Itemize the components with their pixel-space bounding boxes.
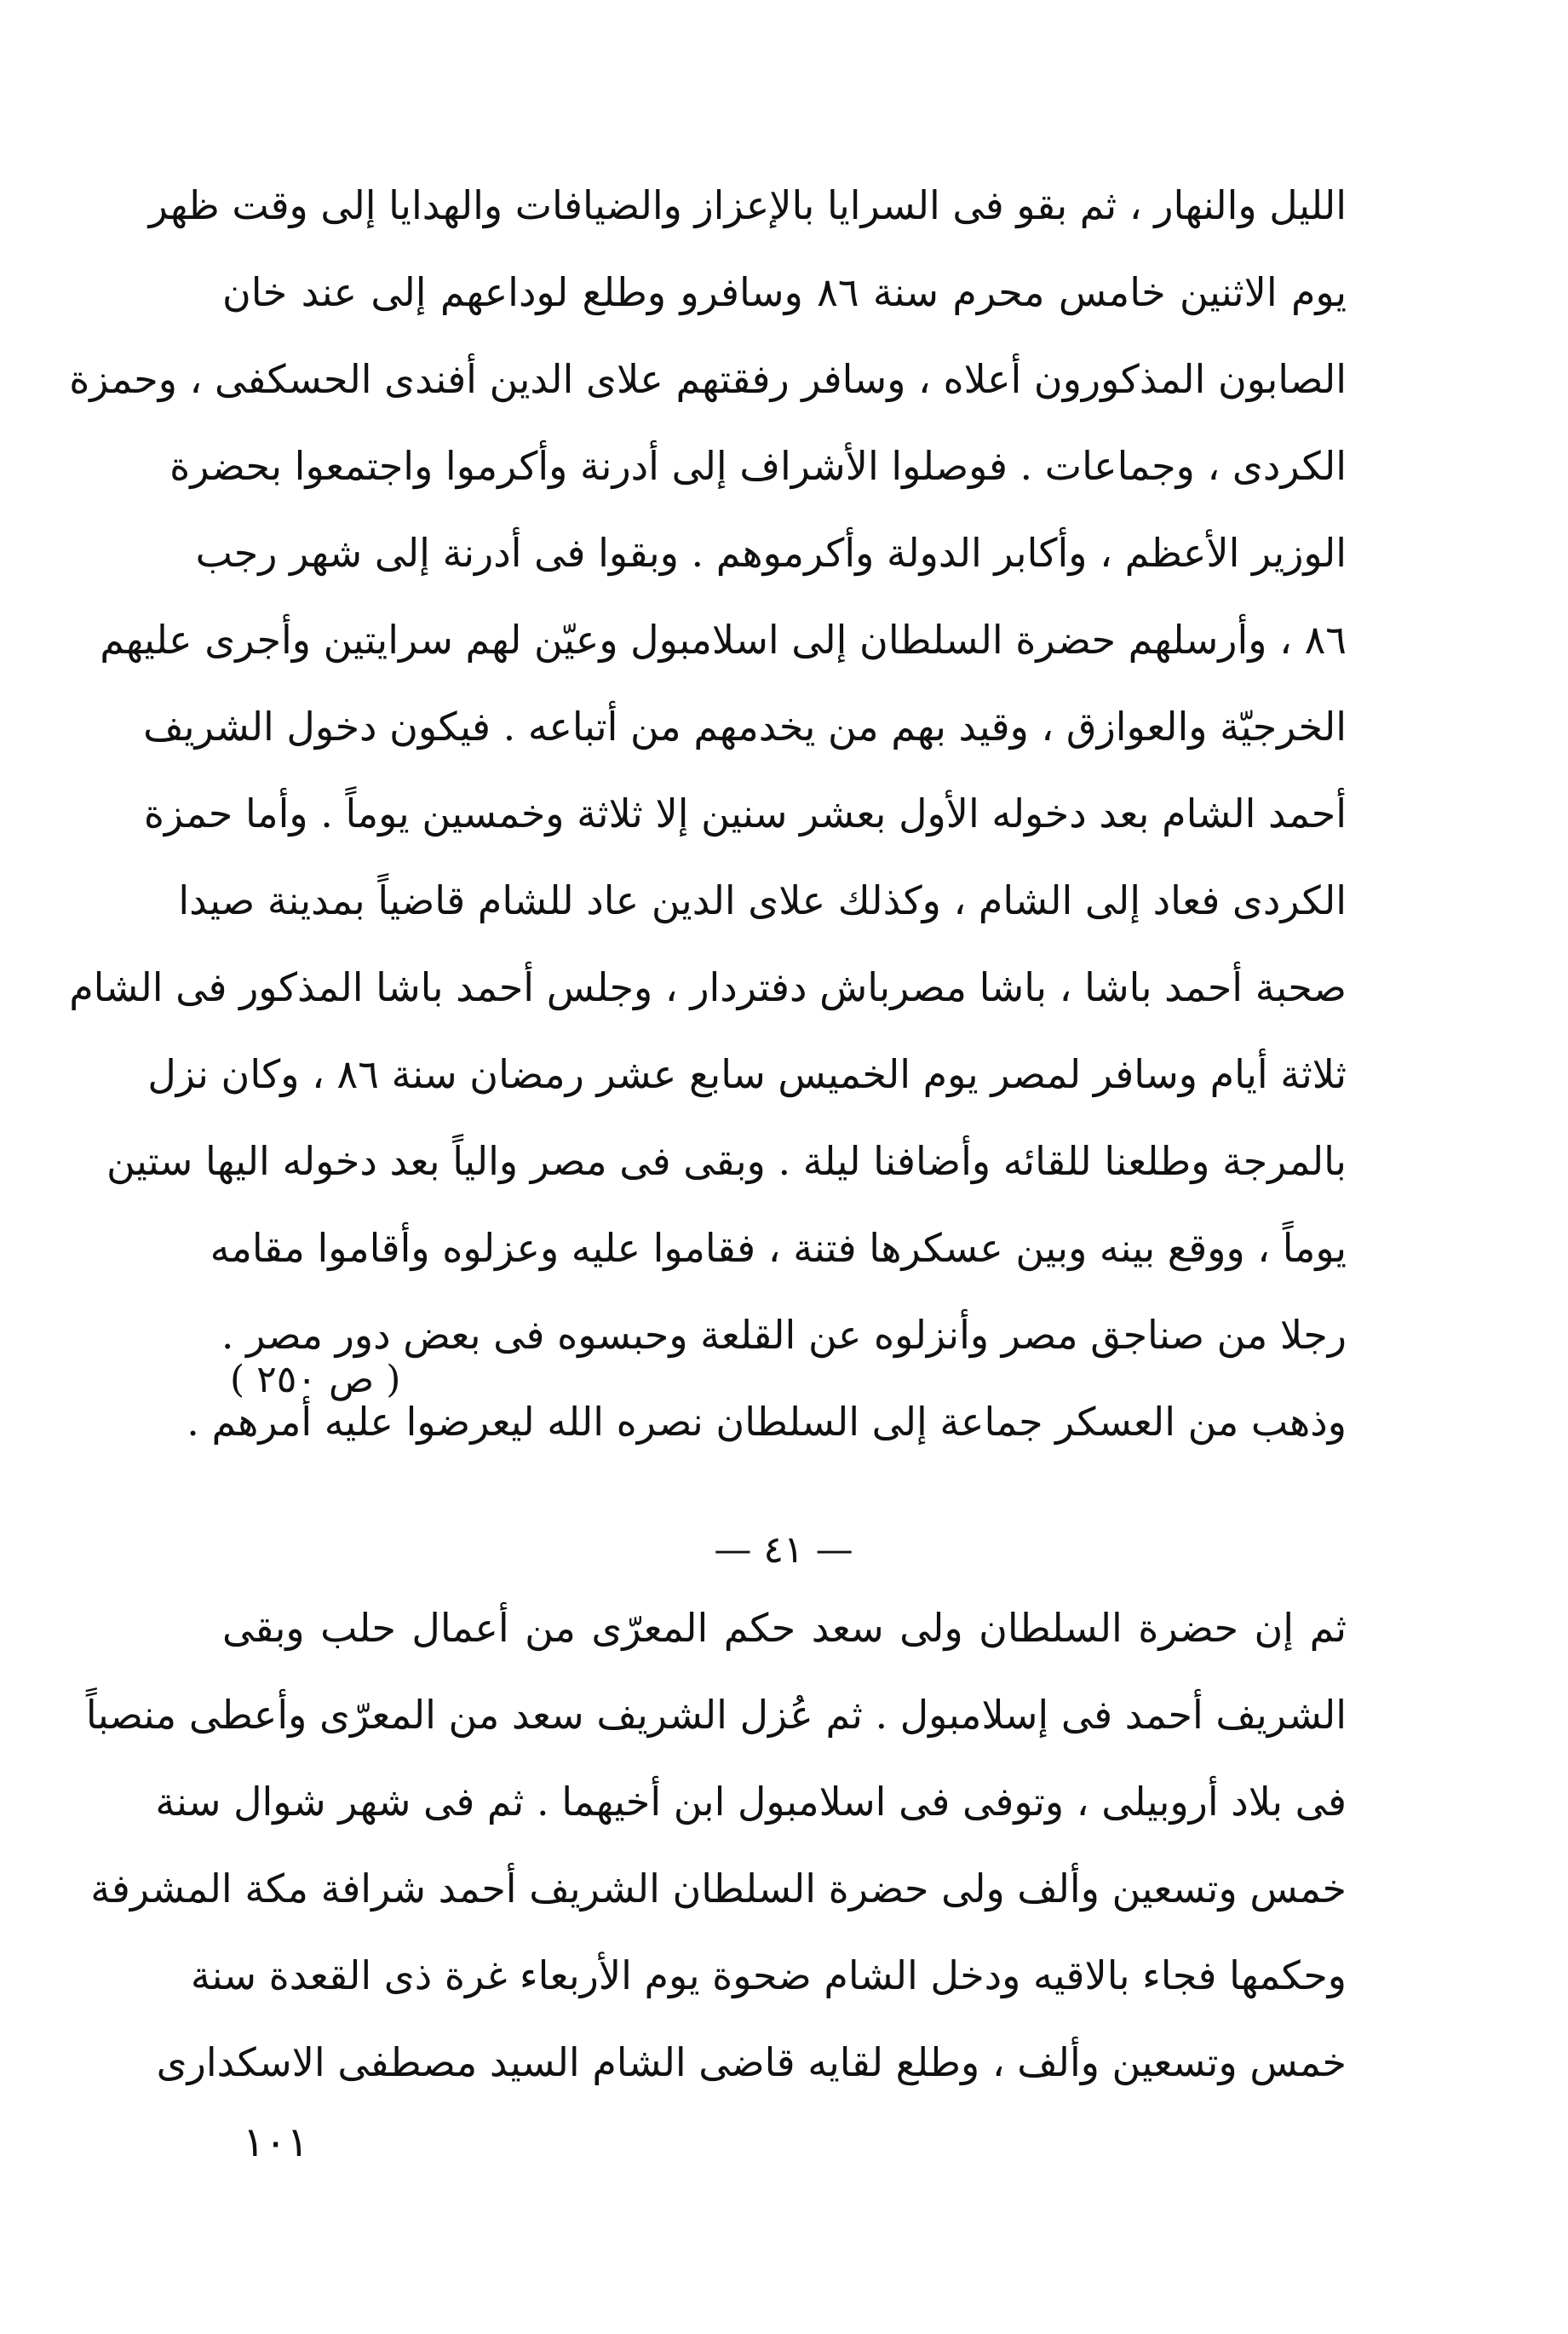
text-line: الكردى ، وجماعات . فوصلوا الأشراف إلى أدرنة وأكرموا واجتمعوا بحضرة: [169, 443, 1347, 489]
text-line: صحبة أحمد باشا ، باشا مصرباش دفتردار ، وجلس أحمد باشا المذكور فى الشام: [69, 964, 1347, 1010]
text-line: الوزير الأعظم ، وأكابر الدولة وأكرموهم . وبقوا فى أدرنة إلى شهر رجب: [195, 530, 1347, 576]
text-line: يوماً ، ووقع بينه وبين عسكرها فتنة ، فقاموا عليه وعزلوه وأقاموا مقامه: [210, 1225, 1347, 1271]
text-line: رجلا من صناجق مصر وأنزلوه عن القلعة وحبسوه فى بعض دور مصر .: [221, 1312, 1347, 1358]
text-line: وحكمها فجاء بالاقيه ودخل الشام ضحوة يوم الأربعاء غرة ذى القعدة سنة: [190, 1952, 1347, 1998]
text-line: ٨٦ ، وأرسلهم حضرة السلطان إلى اسلامبول وعيّن لهم سرايتين وأجرى عليهم: [100, 617, 1347, 663]
text-line: خمس وتسعين وألف ولى حضرة السلطان الشريف أحمد شرافة مكة المشرفة: [90, 1865, 1347, 1911]
section-number: — ٤١ —: [714, 1528, 853, 1572]
text-line: الخرجيّة والعوازق ، وقيد بهم من يخدمهم من أتباعه . فيكون دخول الشريف: [143, 704, 1347, 750]
text-line: بالمرجة وطلعنا للقائه وأضافنا ليلة . وبقى فى مصر والياً بعد دخوله اليها ستين: [106, 1138, 1347, 1184]
text-line: يوم الاثنين خامس محرم سنة ٨٦ وسافرو وطلع لوداعهم إلى عند خان: [222, 269, 1347, 315]
text-block-top: [69, 162, 1347, 1465]
text-line: أحمد الشام بعد دخوله الأول بعشر سنين إلا ثلاثة وخمسين يوماً . وأما حمزة: [143, 790, 1347, 836]
text-line: ثلاثة أيام وسافر لمصر يوم الخميس سابع عشر رمضان سنة ٨٦ ، وكان نزل: [147, 1051, 1347, 1097]
page-reference: ( ص ٢٥٠ ): [230, 1358, 401, 1401]
text-line: الكردى فعاد إلى الشام ، وكذلك علاى الدين عاد للشام قاضياً بمدينة صيدا: [178, 877, 1347, 923]
page-number: ١٠١: [243, 2118, 309, 2166]
text-line: فى بلاد أروبيلى ، وتوفى فى اسلامبول ابن أخيهما . ثم فى شهر شوال سنة: [155, 1779, 1347, 1825]
text-block-bottom: [85, 1584, 1347, 2106]
text-line: الصابون المذكورون أعلاه ، وسافر رفقتهم علاى الدين أفندى الحسكفى ، وحمزة: [69, 356, 1347, 402]
text-line: الشريف أحمد فى إسلامبول . ثم عُزل الشريف سعد من المعرّى وأعطى منصباً: [85, 1692, 1347, 1738]
text-line: ثم إن حضرة السلطان ولى سعد حكم المعرّى من أعمال حلب وبقى: [222, 1605, 1347, 1651]
text-line: خمس وتسعين وألف ، وطلع لقايه قاضى الشام السيد مصطفى الاسكدارى: [156, 2039, 1347, 2085]
text-line: الليل والنهار ، ثم بقو فى السرايا بالإعزاز والضيافات والهدايا إلى وقت ظهر: [148, 182, 1347, 228]
text-line: وذهب من العسكر جماعة إلى السلطان نصره الله ليعرضوا عليه أمرهم .: [187, 1399, 1347, 1445]
